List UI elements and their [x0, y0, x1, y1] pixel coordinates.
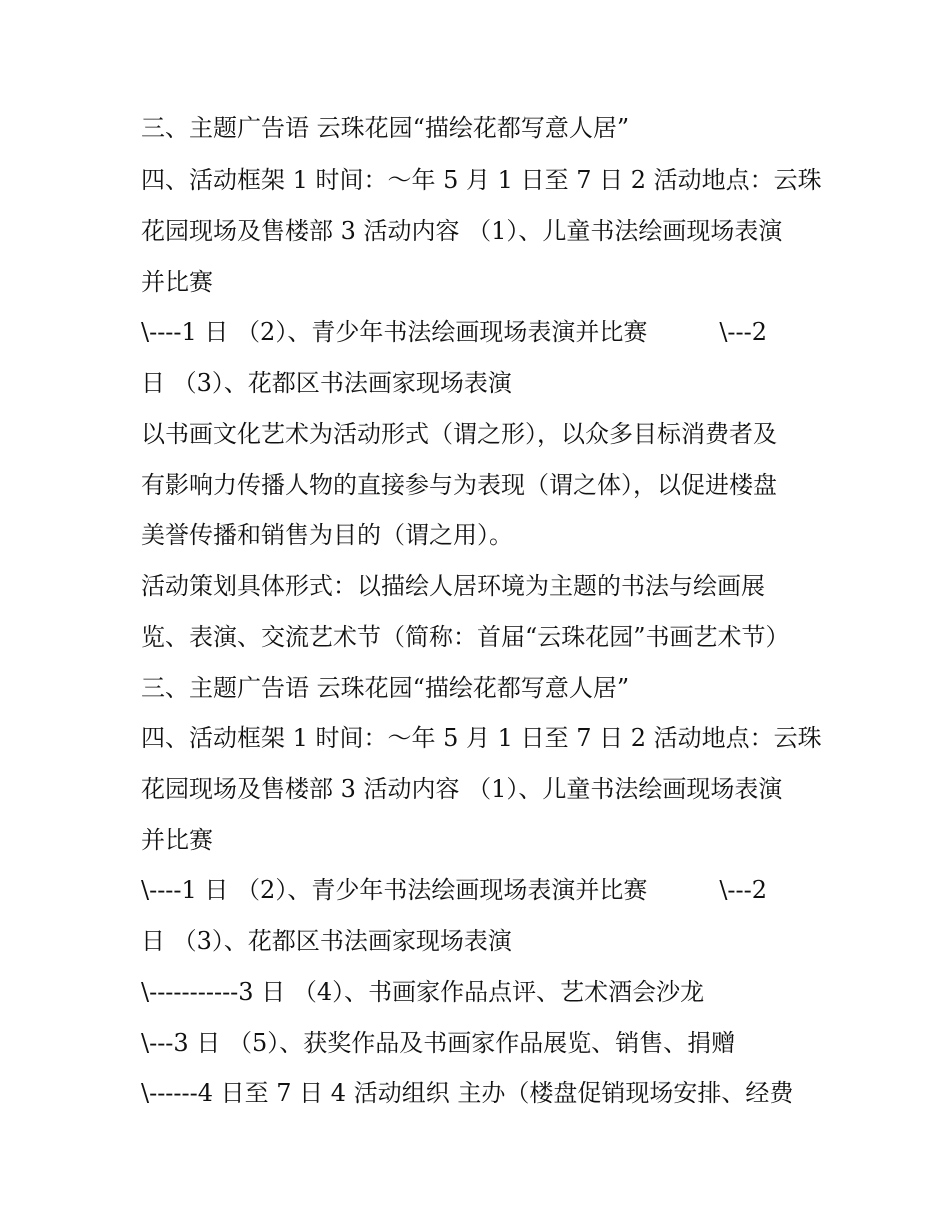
text-line: 览、表演、交流艺术节（简称：首届“云珠花园”书画艺术节）	[141, 623, 790, 651]
text-line: 四、活动框架 1 时间：～年 5 月 1 日至 7 日 2 活动地点：云珠	[141, 166, 822, 194]
text-line: \----1 日 （2）、青少年书法绘画现场表演并比赛 \---2	[141, 876, 768, 904]
text-line: \------4 日至 7 日 4 活动组织 主办（楼盘促销现场安排、经费	[141, 1079, 794, 1107]
text-line: \----1 日 （2）、青少年书法绘画现场表演并比赛 \---2	[141, 318, 768, 346]
text-line: 并比赛	[141, 826, 213, 854]
text-line: 四、活动框架 1 时间：～年 5 月 1 日至 7 日 2 活动地点：云珠	[141, 724, 822, 752]
text-line: 并比赛	[141, 268, 213, 296]
text-line: 日 （3）、花都区书法画家现场表演	[141, 927, 512, 955]
text-line: 三、主题广告语 云珠花园“描绘花都写意人居”	[141, 114, 630, 142]
text-line: 三、主题广告语 云珠花园“描绘花都写意人居”	[141, 674, 630, 702]
text-line: 花园现场及售楼部 3 活动内容 （1）、儿童书法绘画现场表演	[141, 217, 783, 245]
text-line: 以书画文化艺术为活动形式（谓之形），以众多目标消费者及	[141, 420, 777, 448]
text-line: 有影响力传播人物的直接参与为表现（谓之体），以促进楼盘	[141, 471, 777, 499]
text-line: \-----------3 日 （4）、书画家作品点评、艺术酒会沙龙	[141, 978, 705, 1006]
text-line: 活动策划具体形式：以描绘人居环境为主题的书法与绘画展	[141, 572, 765, 600]
text-line: 花园现场及售楼部 3 活动内容 （1）、儿童书法绘画现场表演	[141, 775, 783, 803]
text-line: 日 （3）、花都区书法画家现场表演	[141, 369, 512, 397]
text-line: 美誉传播和销售为目的（谓之用）。	[141, 521, 513, 549]
text-line: \---3 日 （5）、获奖作品及书画家作品展览、销售、捐赠	[141, 1029, 736, 1057]
